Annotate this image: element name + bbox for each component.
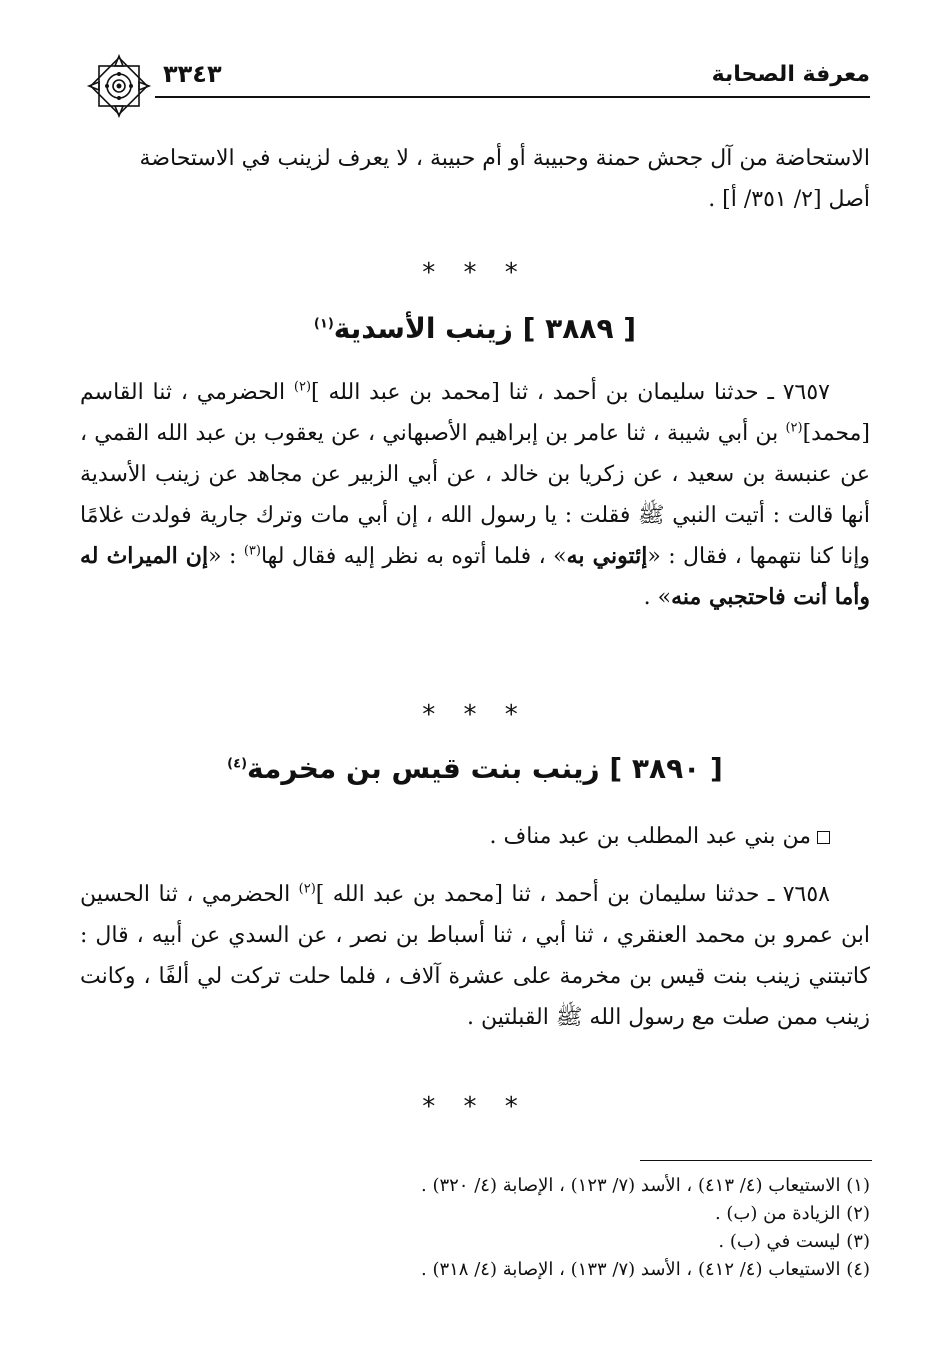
- hadith-7657: [80, 372, 870, 618]
- text-run: ٧٦٥٧ ـ حدثنا سليمان بن أحمد ، ثنا [محمد بن عبد الله ]: [311, 380, 830, 405]
- footnote-rule: [640, 1160, 872, 1161]
- text-run: الحضرمي ، ثنا الحسين: [80, 882, 299, 907]
- section-separator: * * *: [422, 258, 528, 288]
- text-line: الاستحاضة من آل جحش حمنة وحبيبة أو أم حبيبة ، لا يعرف لزينب في الاستحاضة: [139, 146, 870, 171]
- entry-heading-text: [ ٣٨٨٩ ] زينب الأسدية: [333, 312, 637, 345]
- text-run: زينب ممن صلت مع رسول الله ﷺ القبلتين .: [466, 1005, 870, 1030]
- section-separator: * * *: [422, 700, 528, 730]
- footnote-ref: (٢): [298, 881, 316, 897]
- text-run: » .: [643, 585, 672, 610]
- footnote: (٤) الاستيعاب (٤/ ٤١٢) ، الأسد (٧/ ١٣٣) ، الإصابة (٤/ ٣١٨) .: [421, 1259, 870, 1280]
- footnote: (٢) الزيادة من (ب) .: [714, 1203, 870, 1224]
- text-run: ٧٦٥٨ ـ حدثنا سليمان بن أحمد ، ثنا [محمد بن عبد الله ]: [315, 882, 830, 907]
- book-title: معرفة الصحابة: [711, 62, 870, 87]
- section-separator: * * *: [422, 1092, 528, 1122]
- entry-heading-text: [ ٣٨٩٠ ] زينب بنت قيس بن مخرمة: [247, 752, 723, 785]
- hadith-text: [80, 874, 870, 1038]
- hadith-text: [80, 372, 870, 618]
- text-run: الحضرمي ، ثنا القاسم: [80, 380, 294, 405]
- hadith-7658: [80, 874, 870, 1038]
- page-number: ٣٣٤٣: [163, 60, 222, 88]
- lineage-text: من بني عبد المطلب بن عبد مناف .: [489, 824, 811, 849]
- text-run: بن أبي شيبة ، ثنا عامر بن إبراهيم الأصبهاني ، عن يعقوب بن عبد الله القمي ،: [80, 421, 786, 446]
- footnotes: [80, 1172, 870, 1284]
- prophetic-speech: وأما أنت فاحتجبي منه: [671, 584, 870, 610]
- footnote-ref: (٢): [785, 420, 803, 436]
- text-run: أنها قالت : أتيت النبي ﷺ فقلت : يا رسول الله ، إن أبي مات وترك جارية فولدت غلامًا: [80, 503, 870, 528]
- footnote-ref: (١): [313, 316, 334, 332]
- text-run: كاتبتني زينب بنت قيس بن مخرمة على عشرة آلاف ، فلما حلت تركت لي ألفًا ، وكانت: [80, 964, 870, 989]
- entry-heading: [0, 312, 950, 345]
- intro-paragraph: [80, 138, 870, 220]
- text-run: وإنا كنا نتهمها ، فقال : «: [647, 544, 871, 569]
- text-run: عن عنبسة بن سعيد ، عن زكريا بن خالد ، عن أبي الزبير عن مجاهد عن زينب الأسدية: [80, 462, 870, 487]
- lineage-paragraph: [80, 816, 870, 857]
- footnote: (١) الاستيعاب (٤/ ٤١٣) ، الأسد (٧/ ١٢٣) ، الإصابة (٤/ ٣٢٠) .: [421, 1175, 870, 1196]
- page-header: [85, 58, 870, 106]
- entry-heading: [0, 752, 950, 785]
- text-run: » ، فلما أتوه به نظر إليه فقال لها: [260, 544, 567, 569]
- square-bullet-icon: [817, 831, 830, 844]
- header-rule: [155, 96, 870, 98]
- lineage-line: [80, 816, 870, 857]
- text-run: : «: [208, 544, 244, 569]
- text-line: أصل [٢/ ٣٥١/ أ] .: [708, 187, 870, 212]
- ornament-icon: [85, 52, 153, 120]
- footnote-ref: (٤): [227, 756, 248, 772]
- prophetic-speech: إن الميراث له: [80, 543, 209, 569]
- text-run: ابن عمرو بن محمد العنقري ، ثنا أبي ، ثنا أسباط بن نصر ، عن السدي عن أبيه ، قال :: [80, 923, 870, 948]
- footnote: (٣) ليست في (ب) .: [718, 1231, 870, 1252]
- footnote-ref: (٢): [293, 379, 312, 395]
- footnote-ref: (٣): [243, 543, 261, 559]
- text-run: [محمد]: [802, 421, 870, 446]
- prophetic-speech: إئتوني به: [566, 543, 648, 569]
